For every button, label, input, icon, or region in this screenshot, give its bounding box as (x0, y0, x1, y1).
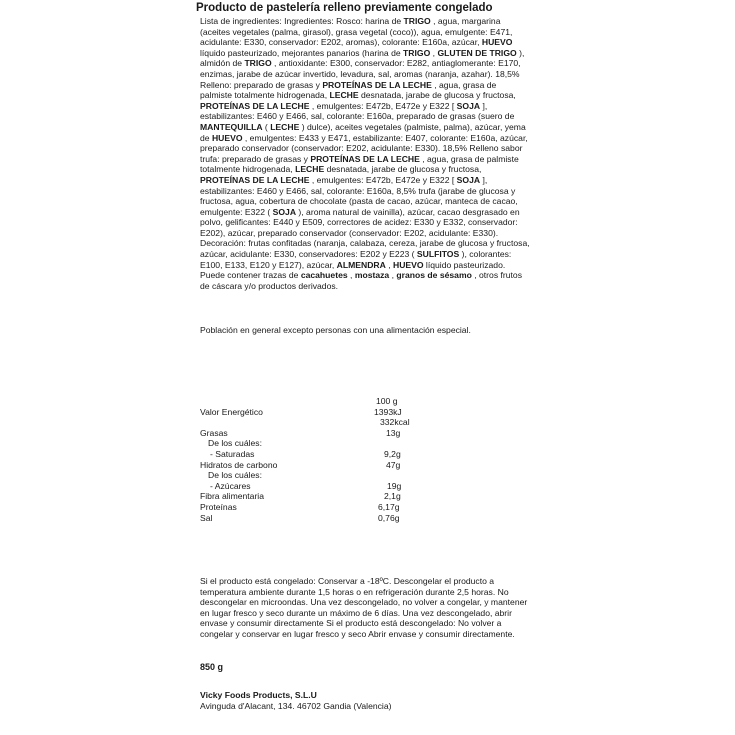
allergen-term: granos de sésamo (396, 270, 472, 281)
nutrition-label: Grasas (200, 427, 228, 438)
company-name: Vicky Foods Products, S.L.U (200, 690, 317, 700)
nutrition-row (200, 470, 530, 481)
ingredients-segment: , agua, margarina (aceites vegetales (palma, girasol), grasa vegetal (coco)), agua, emulgente: E471, acidulante: E330, conservador: E202, aromas), colorante: E160a, azúcar, (200, 16, 513, 48)
nutrition-row (200, 417, 530, 428)
ingredients-segment: Lista de ingredientes: Ingredientes: Rosco: harina de (200, 16, 404, 26)
product-sheet (196, 0, 530, 735)
allergen-term: TRIGO (403, 47, 431, 58)
nutrition-value: 0,76g (378, 512, 400, 523)
nutrition-row (200, 449, 530, 460)
allergen-term: LECHE (295, 164, 325, 175)
nutrition-row (200, 428, 530, 439)
company-address: Avinguda d'Alacant, 134. 46702 Gandia (Valencia) (200, 701, 392, 711)
storage-instructions: Si el producto está congelado: Conservar a -18ºC. Descongelar el producto a temperatura ambiente durante 1,5 horas o en refrigeración durante 2,5 horas. No descongelar en microondas. Una vez descongelado, no volver a congelar, y mantener en lugar fresco y seco durante un máximo de 6 días. Una vez descongelado, abrir envase y consumir directamente Si el producto está descongelado: No volver a congelar y conservar en lugar fresco y seco Abrir envase y consumir directamente. (200, 576, 528, 639)
nutrition-label: Sal (200, 512, 213, 523)
ingredients-segment: ), almidón de (200, 47, 525, 69)
allergen-term: HUEVO (481, 37, 513, 48)
nutrition-label: Hidratos de carbono (200, 459, 278, 470)
ingredients-segment: ) dulce), aceites vegetales (palmiste, palma), azúcar, yema de (200, 121, 526, 143)
nutrition-row (200, 407, 530, 418)
allergen-term: TRIGO (403, 16, 431, 26)
allergen-term: HUEVO (392, 259, 424, 270)
ingredients-segment: , agua, grasa de palmiste totalmente hidrogenada, (200, 79, 497, 101)
nutrition-value: 6,17g (378, 501, 400, 512)
ingredients-segment: ( (262, 121, 271, 132)
target-population: Población en general excepto personas con una alimentación especial. (200, 325, 471, 335)
allergen-term: PROTEÍNAS DE LA LECHE (200, 174, 310, 185)
ingredients-segment: , (389, 270, 397, 281)
allergen-term: mostaza (354, 270, 390, 281)
ingredients-segment: ], estabilizantes: E460 y E466, sal, colorante: E160a, 8,5% trufa (jarabe de glucosa y fructosa, agua, cobertura de chocolate (pasta de cacao, azúcar, manteca de cacao, emulgente: E322 ( (200, 174, 518, 217)
nutrition-label: - Saturadas (210, 448, 255, 459)
ingredients-text (200, 16, 530, 291)
allergen-term: cacahuetes (300, 270, 348, 281)
allergen-term: LECHE (329, 90, 359, 101)
nutrition-header: 100 g (376, 396, 398, 406)
ingredients-segment: líquido pasteurizado. Puede contener trazas de (200, 259, 506, 281)
ingredients-segment: líquido pasteurizado, mejorantes panarios (harina de (200, 47, 404, 58)
allergen-term: SULFITOS (416, 249, 460, 260)
ingredients-segment: , otros frutos de cáscara y/o productos derivados. (200, 270, 522, 291)
allergen-term: SOJA (272, 206, 297, 217)
nutrition-value: 47g (386, 459, 401, 470)
nutrition-label: - Azúcares (210, 480, 251, 491)
nutrition-value: 2,1g (384, 491, 401, 502)
nutrition-label: De los cuáles: (208, 438, 262, 449)
nutrition-label: Fibra alimentaria (200, 491, 264, 502)
ingredients-segment: , (430, 47, 438, 58)
nutrition-table (200, 396, 530, 523)
nutrition-label: Proteínas (200, 501, 237, 512)
nutrition-value: 19g (387, 480, 402, 491)
ingredients-segment: desnatada, jarabe de glucosa y fructosa, (358, 90, 516, 101)
nutrition-value: 13g (386, 427, 401, 438)
nutrition-row (200, 502, 530, 513)
ingredients-segment: , (347, 270, 355, 281)
allergen-term: PROTEÍNAS DE LA LECHE (200, 100, 310, 111)
nutrition-row (200, 513, 530, 524)
allergen-term: PROTEÍNAS DE LA LECHE (322, 79, 432, 90)
allergen-term: SOJA (456, 100, 481, 111)
ingredients-segment: ), aroma natural de vainilla), azúcar, cacao desgrasado en polvo, gelificantes: E440 y E509, correctores de acidez: E330 y E332, conservador: E202), azúcar, preparado conservador (conservador: E202, acidulante: E330). Decoración: frutas confitadas (naranja, calabaza, cereza, jarabe de glucosa y fructosa, azúcar, acidulante: E330, conservadores: E202 y E223 ( (200, 206, 530, 260)
ingredients-segment: , emulgentes: E433 y E471, estabilizante: E407, colorante: E160a, azúcar, preparado conservador (conservador: E202, acidulante: E330). 18,5% Relleno sabor trufa: preparado de grasas y (200, 132, 528, 164)
allergen-term: SOJA (456, 174, 481, 185)
nutrition-row (200, 460, 530, 471)
ingredients-segment: , antioxidante: E300, conservador: E282, antiaglomerante: E170, enzimas, jarabe de azúcar invertido, levadura, sal, aromas (naranja, azahar). 18,5% Relleno: preparado de grasas y (200, 58, 521, 90)
ingredients-segment: , emulgentes: E472b, E472e y E322 [ (309, 100, 457, 111)
allergen-term: ALMENDRA (336, 259, 386, 270)
ingredients-segment: ), colorantes: E100, E133, E120 y E127), azúcar, (200, 249, 512, 270)
nutrition-value: 1393kJ (374, 406, 402, 417)
allergen-term: HUEVO (211, 132, 243, 143)
nutrition-header-row (200, 396, 530, 407)
nutrition-label: Valor Energético (200, 406, 263, 417)
nutrition-row (200, 481, 530, 492)
nutrition-value: 9,2g (384, 448, 401, 459)
allergen-term: LECHE (270, 121, 300, 132)
ingredients-segment: desnatada, jarabe de glucosa y fructosa, (324, 164, 482, 175)
ingredients-segment: , emulgentes: E472b, E472e y E322 [ (309, 174, 457, 185)
ingredients-segment: , (385, 259, 393, 270)
ingredients-segment: , agua, grasa de palmiste totalmente hidrogenada, (200, 153, 519, 175)
allergen-term: PROTEÍNAS DE LA LECHE (310, 153, 420, 164)
ingredients-segment: ], estabilizantes: E460 y E466, sal, colorante: E160a, preparado de grasas (suero de (200, 100, 515, 122)
allergen-term: MANTEQUILLA (200, 121, 263, 132)
nutrition-label: De los cuáles: (208, 470, 262, 481)
nutrition-row (200, 491, 530, 502)
allergen-term: TRIGO (244, 58, 272, 69)
product-title: Producto de pastelería relleno previamente congelado (196, 2, 493, 14)
allergen-term: GLUTEN DE TRIGO (437, 47, 517, 58)
nutrition-value: 332kcal (380, 417, 410, 428)
company-info (200, 690, 391, 712)
nutrition-row (200, 438, 530, 449)
net-weight: 850 g (200, 662, 224, 672)
